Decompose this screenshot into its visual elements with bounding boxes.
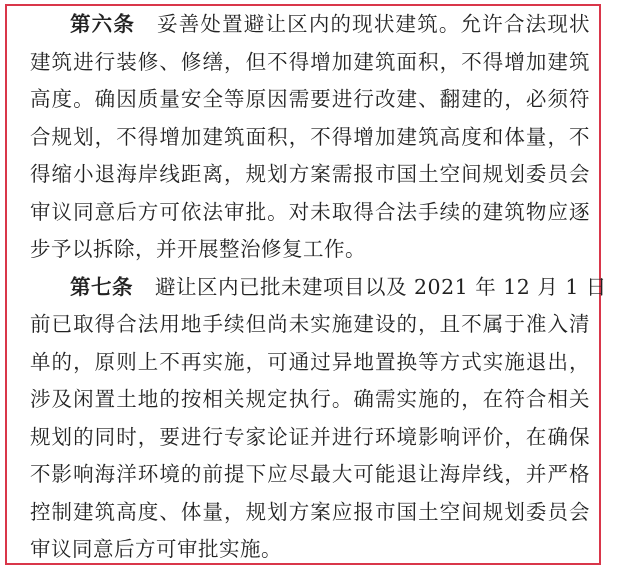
article-7-line-7: 控制建筑高度、体量，规划方案应报市国土空间规划委员会 [30,499,590,524]
article-7-heading: 第七条 [70,274,133,299]
article-6-line-7: 步予以拆除，并开展整治修复工作。 [30,237,366,261]
article-7-line-6: 不影响海洋环境的前提下应尽最大可能退让海岸线，并严格 [30,462,590,486]
article-6-line-2: 建筑进行装修、修缮，但不得增加建筑面积，不得增加建筑 [30,49,590,74]
article-7-first-line [30,269,607,307]
article-6-line-1: 妥善处置避让区内的现状建筑。允许合法现状 [157,12,591,36]
article-6-line-3: 高度。确因质量安全等原因需要进行改建、翻建的，必须符 [30,87,590,111]
article-6-line-4: 合规划，不得增加建筑面积，不得增加建筑高度和体量，不 [30,124,590,149]
article-6-heading: 第六条 [70,12,136,36]
article-7-line-3: 单的，原则上不再实施，可通过异地置换等方式实施退出， [30,349,590,374]
article-6-first-line [30,6,590,44]
article-7-line-4: 涉及闲置土地的按相关规定执行。确需实施的，在符合相关 [30,387,590,411]
article-6-line-5: 得缩小退海岸线距离，规划方案需报市国土空间规划委员会 [30,162,590,186]
article-7-line-5: 规划的同时，要进行专家论证并进行环境影响评价，在确保 [30,424,590,449]
document-body [30,6,607,569]
article-7-line-8: 审议同意后方可审批实施。 [30,537,282,561]
article-6-line-6: 审议同意后方可依法审批。对未取得合法手续的建筑物应逐 [30,199,590,224]
article-7-line-2: 前已取得合法用地手续但尚未实施建设的，且不属于准入清 [30,312,590,336]
article-7-line-1: 避让区内已批未建项目以及 2021 年 12 月 1 日 [155,274,607,299]
